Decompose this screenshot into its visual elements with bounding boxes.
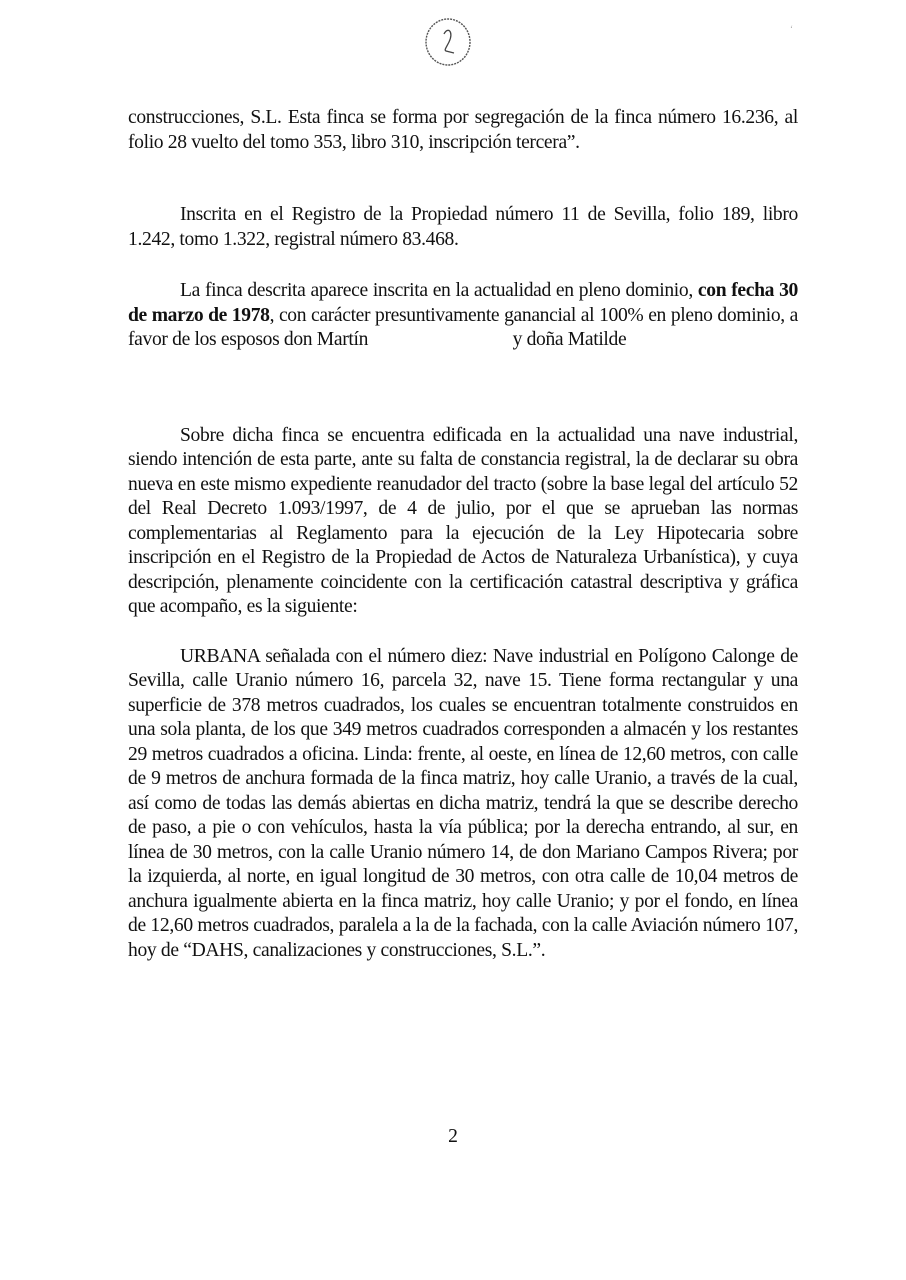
paragraph-property-description: URBANA señalada con el número diez: Nave industrial en Polígono Calonge de Sevilla, calle Uranio número 16, parcela 32, nave 15. Tiene forma rectangular y una superficie de 378 metros cuadrados, los cuales se encuentran totalmente construidos en una sola planta, de los que 349 metros cuadrados corresponden a almacén y los restantes 29 metros cuadrados a oficina. Linda: frente, al oeste, en línea de 12,60 metros, con calle de 9 metros de anchura formada de la finca matriz, hoy calle Uranio, a través de la cual, así como de todas las demás abiertas en dicha matriz, tendrá la que se describe derecho de paso, a pie o con vehículos, hasta la vía pública; por la derecha entrando, al sur, en línea de 30 metros, con la calle Uranio número 14, de don Mariano Campos Rivera; por la izquierda, al norte, en igual longitud de 30 metros, con otra calle de 10,04 metros de anchura igualmente abierta en la finca matriz, hoy calle Uranio; y por el fondo, en línea de 12,60 metros cuadrados, paralela a la de la fachada, con la calle Aviación número 107, hoy de “DAHS, canalizaciones y construcciones, S.L.”.: [128, 645, 798, 961]
page-number: 2: [448, 1126, 458, 1147]
circle-stamp-icon: [422, 16, 474, 68]
ownership-text-middle: , con carácter presuntivamente ganancial al 100% en pleno dominio, a favor de los esposos don Martín: [128, 304, 798, 350]
paragraph-ownership: [128, 279, 798, 353]
ownership-text-start: La finca descrita aparece inscrita en la actualidad en pleno dominio,: [180, 280, 698, 301]
ownership-date-bold: con fecha 30 de marzo de 1978: [128, 280, 798, 326]
ownership-text-end: y doña Matilde: [508, 329, 627, 350]
scan-artifact-mark: ‘: [790, 24, 793, 34]
paragraph-building-declaration: Sobre dicha finca se encuentra edificada en la actualidad una nave industrial, siendo intención de esta parte, ante su falta de constancia registral, la de declarar su obra nueva en este mismo expediente reanudador del tracto (sobre la base legal del artículo 52 del Real Decreto 1.093/1997, de 4 de julio, por el que se aprueban las normas complementarias al Reglamento para la ejecución de la Ley Hipotecaria sobre inscripción en el Registro de la Propiedad de Actos de Naturaleza Urbanística), y cuya descripción, plenamente coincidente con la certificación catastral descriptiva y gráfica que acompaño, es la siguiente:: [128, 424, 798, 617]
paragraph-registry-inscription: Inscrita en el Registro de la Propiedad número 11 de Sevilla, folio 189, libro 1.242, tomo 1.322, registral número 83.468.: [128, 204, 798, 250]
document-body: [128, 106, 798, 963]
paragraph-segregation: construcciones, S.L. Esta finca se forma por segregación de la finca número 16.236, al folio 28 vuelto del tomo 353, libro 310, inscripción tercera”.: [128, 107, 798, 153]
handwritten-page-stamp: [422, 16, 474, 68]
